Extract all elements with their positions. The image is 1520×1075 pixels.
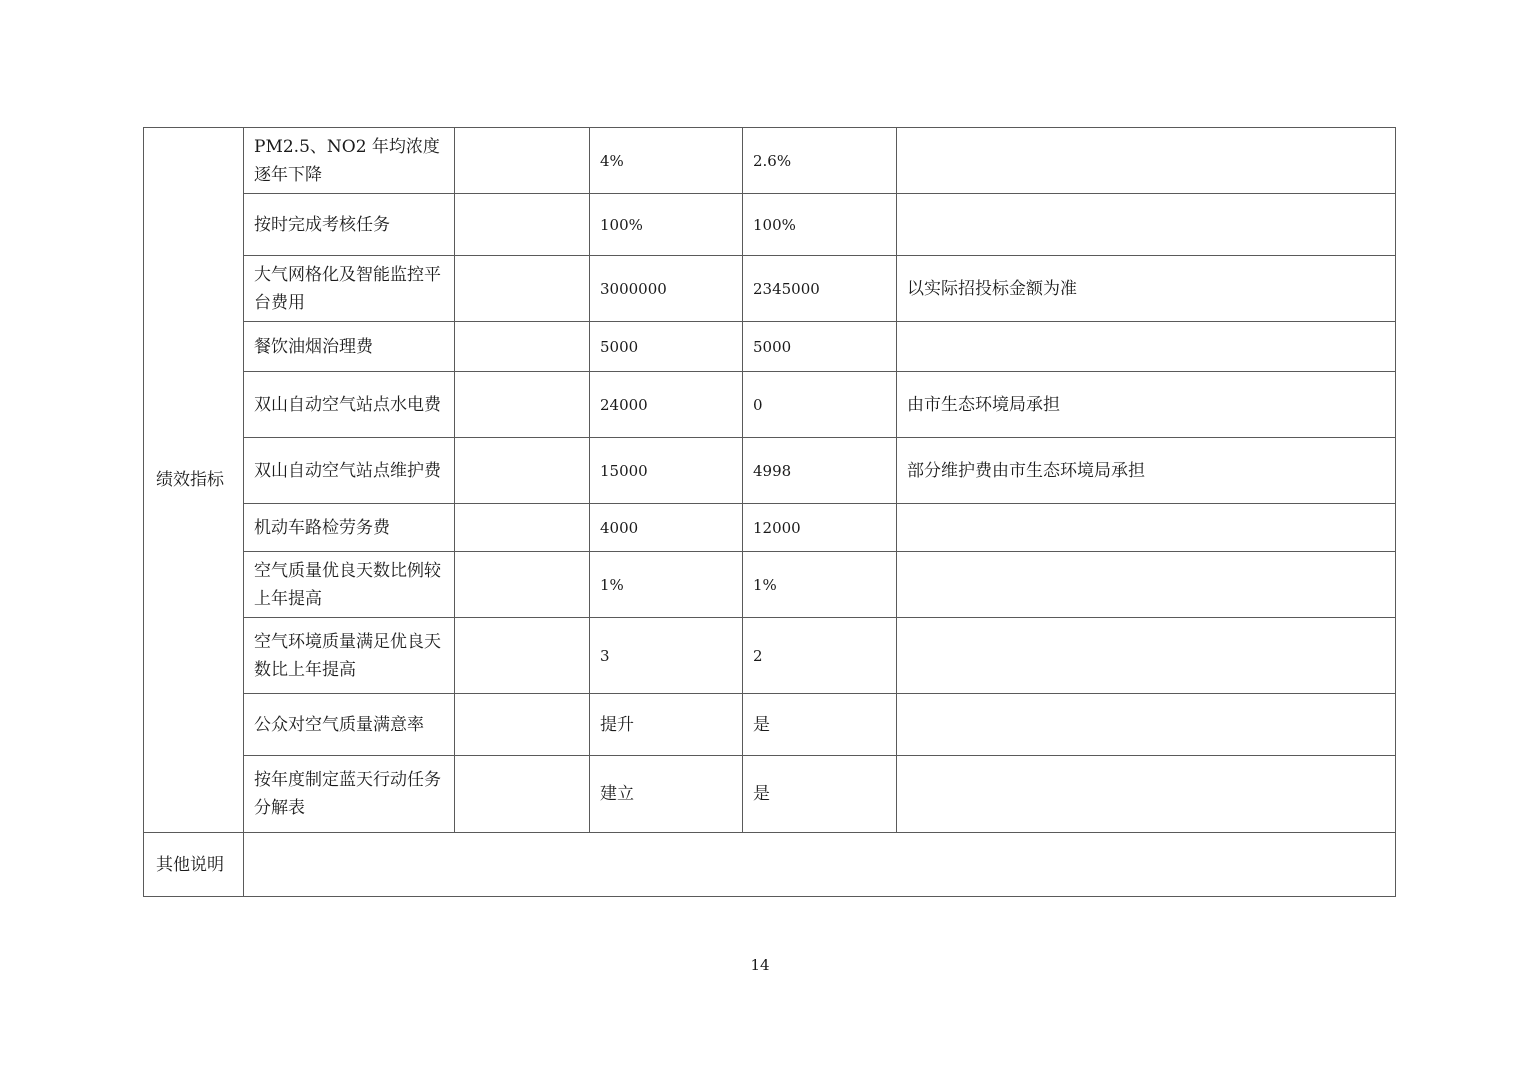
table-row — [144, 552, 1396, 618]
other-notes-label: 其他说明 — [144, 833, 244, 897]
extra-cell — [455, 128, 590, 194]
table-row — [144, 504, 1396, 552]
table-row — [144, 194, 1396, 256]
note-cell — [897, 756, 1396, 833]
indicator-cell: 空气质量优良天数比例较上年提高 — [244, 552, 455, 618]
table-row — [144, 322, 1396, 372]
target-value-cell: 5000 — [590, 322, 743, 372]
actual-value-cell: 是 — [743, 694, 897, 756]
note-cell — [897, 194, 1396, 256]
indicator-cell: 餐饮油烟治理费 — [244, 322, 455, 372]
page-number: 14 — [750, 956, 770, 974]
performance-indicator-table — [143, 127, 1396, 897]
actual-value-cell: 4998 — [743, 438, 897, 504]
note-cell — [897, 552, 1396, 618]
note-cell — [897, 504, 1396, 552]
extra-cell — [455, 322, 590, 372]
actual-value-cell: 2.6% — [743, 128, 897, 194]
note-cell — [897, 128, 1396, 194]
actual-value-cell: 1% — [743, 552, 897, 618]
target-value-cell: 1% — [590, 552, 743, 618]
target-value-cell: 3000000 — [590, 256, 743, 322]
target-value-cell: 建立 — [590, 756, 743, 833]
target-value-cell: 3 — [590, 618, 743, 694]
actual-value-cell: 是 — [743, 756, 897, 833]
table-row — [144, 438, 1396, 504]
table-row — [144, 372, 1396, 438]
table-row — [144, 618, 1396, 694]
indicator-cell: 机动车路检劳务费 — [244, 504, 455, 552]
target-value-cell: 4000 — [590, 504, 743, 552]
indicator-cell: 双山自动空气站点维护费 — [244, 438, 455, 504]
other-notes-value — [244, 833, 1396, 897]
target-value-cell: 100% — [590, 194, 743, 256]
table-row — [144, 128, 1396, 194]
table-row — [144, 256, 1396, 322]
extra-cell — [455, 372, 590, 438]
indicator-cell: 大气网格化及智能监控平台费用 — [244, 256, 455, 322]
actual-value-cell: 100% — [743, 194, 897, 256]
extra-cell — [455, 694, 590, 756]
target-value-cell: 提升 — [590, 694, 743, 756]
indicator-cell: 按时完成考核任务 — [244, 194, 455, 256]
table-row — [144, 694, 1396, 756]
note-cell: 以实际招投标金额为准 — [897, 256, 1396, 322]
note-cell — [897, 694, 1396, 756]
extra-cell — [455, 552, 590, 618]
extra-cell — [455, 756, 590, 833]
extra-cell — [455, 438, 590, 504]
note-cell — [897, 618, 1396, 694]
actual-value-cell: 2345000 — [743, 256, 897, 322]
target-value-cell: 4% — [590, 128, 743, 194]
table-row — [144, 833, 1396, 897]
actual-value-cell: 2 — [743, 618, 897, 694]
target-value-cell: 24000 — [590, 372, 743, 438]
note-cell — [897, 322, 1396, 372]
indicator-cell: 空气环境质量满足优良天数比上年提高 — [244, 618, 455, 694]
table-row — [144, 756, 1396, 833]
extra-cell — [455, 256, 590, 322]
indicator-cell: PM2.5、NO2 年均浓度逐年下降 — [244, 128, 455, 194]
note-cell: 由市生态环境局承担 — [897, 372, 1396, 438]
indicator-cell: 公众对空气质量满意率 — [244, 694, 455, 756]
indicator-cell: 双山自动空气站点水电费 — [244, 372, 455, 438]
extra-cell — [455, 194, 590, 256]
category-label: 绩效指标 — [144, 128, 244, 833]
note-cell: 部分维护费由市生态环境局承担 — [897, 438, 1396, 504]
actual-value-cell: 5000 — [743, 322, 897, 372]
indicator-cell: 按年度制定蓝天行动任务分解表 — [244, 756, 455, 833]
extra-cell — [455, 504, 590, 552]
extra-cell — [455, 618, 590, 694]
actual-value-cell: 0 — [743, 372, 897, 438]
target-value-cell: 15000 — [590, 438, 743, 504]
actual-value-cell: 12000 — [743, 504, 897, 552]
